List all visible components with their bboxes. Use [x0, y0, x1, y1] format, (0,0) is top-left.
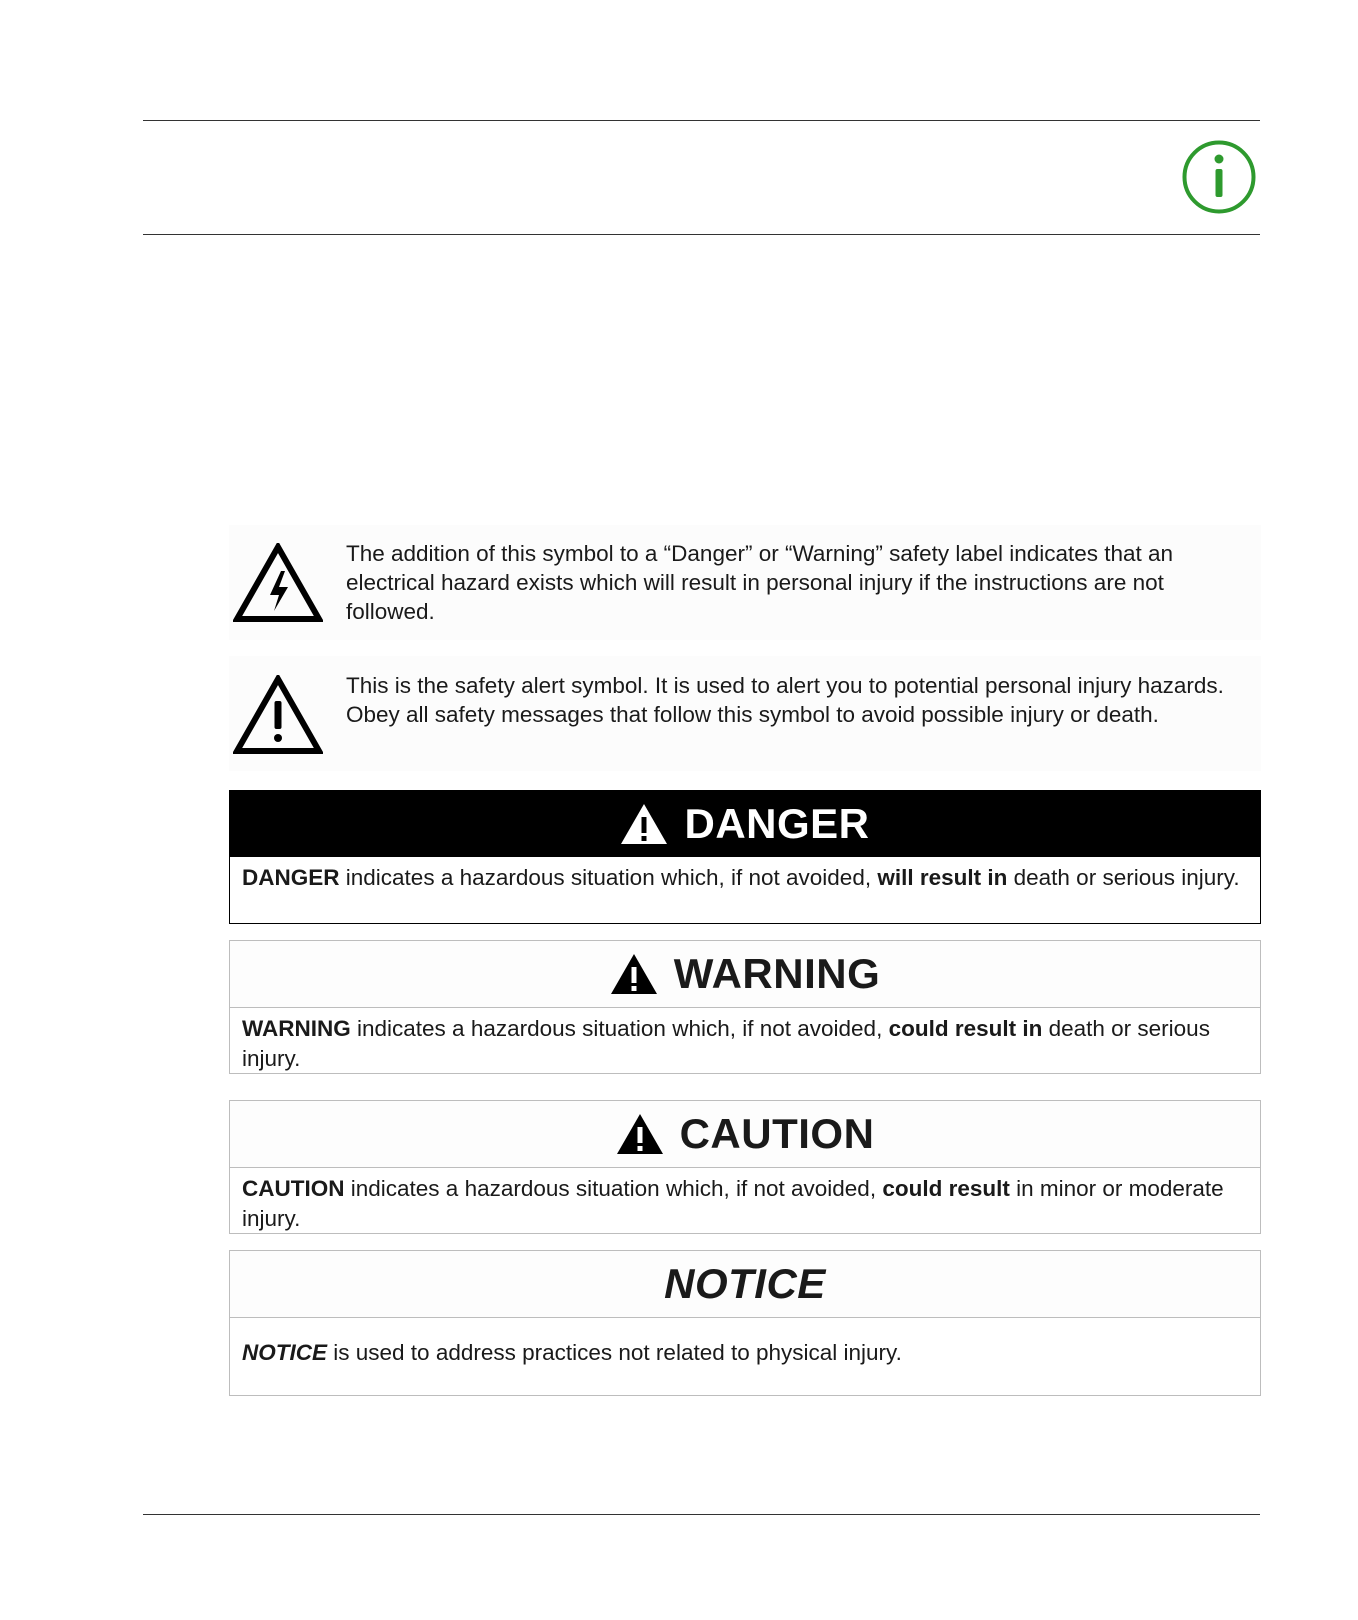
header-top-rule — [143, 120, 1260, 121]
warning-description: WARNING indicates a hazardous situation which, if not avoided, could result in death or serious injury. — [242, 1016, 1210, 1071]
caution-title: CAUTION — [679, 1110, 875, 1157]
danger-panel — [229, 790, 1261, 924]
electrical-hazard-icon — [233, 543, 323, 623]
alert-triangle-icon — [616, 1113, 664, 1155]
safety-alert-description: This is the safety alert symbol. It is used to alert you to potential personal injury hazards. Obey all safety messages that follow this symbol to avoid possible injury or death. — [346, 673, 1224, 727]
danger-header — [230, 791, 1260, 857]
warning-panel — [229, 940, 1261, 1074]
safety-alert-icon — [233, 675, 323, 755]
electrical-hazard-row — [229, 525, 1261, 640]
alert-triangle-icon — [620, 803, 668, 845]
notice-header — [230, 1251, 1260, 1318]
caution-header — [230, 1101, 1260, 1168]
notice-description: NOTICE is used to address practices not related to physical injury. — [242, 1340, 902, 1365]
warning-header — [230, 941, 1260, 1008]
warning-title: WARNING — [673, 950, 881, 997]
safety-alert-row — [229, 656, 1261, 771]
caution-description: CAUTION indicates a hazardous situation which, if not avoided, could result in minor or moderate injury. — [242, 1176, 1224, 1231]
danger-title: DANGER — [684, 800, 870, 847]
notice-panel — [229, 1250, 1261, 1396]
info-icon — [1181, 139, 1257, 215]
header-bottom-rule — [143, 234, 1260, 235]
caution-panel — [229, 1100, 1261, 1234]
footer-rule — [143, 1514, 1260, 1515]
danger-description: DANGER indicates a hazardous situation which, if not avoided, will result in death or serious injury. — [242, 865, 1240, 890]
alert-triangle-icon — [610, 953, 658, 995]
electrical-hazard-description: The addition of this symbol to a “Danger” or “Warning” safety label indicates that an electrical hazard exists which will result in personal injury if the instructions are not followed. — [346, 541, 1174, 624]
notice-title: NOTICE — [664, 1260, 826, 1307]
